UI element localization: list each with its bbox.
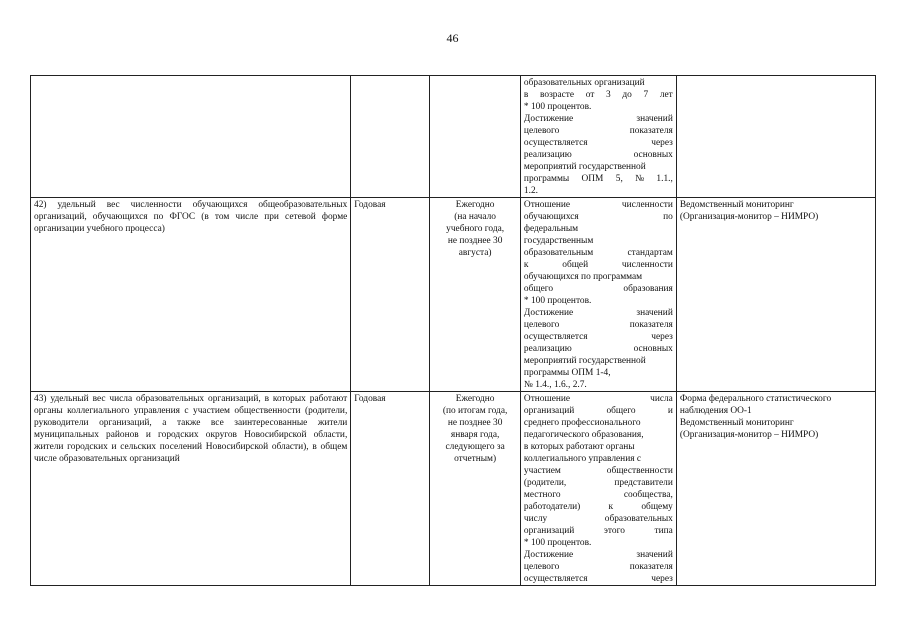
method-line: № 1.4., 1.6., 2.7.: [523, 380, 587, 390]
method-line: в которых работают органы: [523, 442, 635, 452]
method-line: в возрасте от 3 до 7 лет: [523, 90, 673, 100]
table-row: [31, 198, 876, 392]
method-line: (родители, представители: [523, 478, 673, 488]
method-line: осуществляется через: [523, 332, 673, 342]
deadline-line: следующего за: [445, 442, 505, 452]
deadline-cell: [430, 76, 521, 198]
method-line: организаций общего и: [523, 406, 673, 416]
method-line: к общей численности: [523, 260, 673, 270]
deadline-line: не позднее 30: [447, 418, 503, 428]
deadline-line: августа): [458, 248, 492, 258]
method-line: Достижение значений: [523, 114, 673, 124]
method-line: государственным: [523, 236, 594, 246]
deadline-line: (по итогам года,: [442, 406, 508, 416]
deadline-line: не позднее 30: [447, 236, 503, 246]
method-line: Отношение численности: [523, 200, 673, 210]
method-line: * 100 процентов.: [523, 102, 592, 112]
periodicity-cell: [351, 76, 430, 198]
method-line: образовательных организаций: [523, 78, 645, 88]
method-line: осуществляется через: [523, 138, 673, 148]
method-line: целевого показателя: [523, 562, 673, 572]
method-cell: [520, 392, 676, 586]
source-cell: [676, 392, 875, 586]
method-line: реализацию основных: [523, 344, 673, 354]
method-line: целевого показателя: [523, 320, 673, 330]
source-cell: [676, 198, 875, 392]
method-line: Достижение значений: [523, 550, 673, 560]
method-line: местного сообщества,: [523, 490, 673, 500]
method-line: Отношение числа: [523, 394, 673, 404]
deadline-line: отчетным): [454, 454, 497, 464]
table-row: [31, 392, 876, 586]
method-line: целевого показателя: [523, 126, 673, 136]
method-line: общего образования: [523, 284, 673, 294]
indicator-cell: [31, 76, 351, 198]
method-line: обучающихся по программам: [523, 272, 643, 282]
indicator-text: 42) удельный вес численности обучающихся общеобразовательных организаций, обучающихся по ФГОС (в том числе при сетевой форме организации учебного процесса): [34, 200, 348, 234]
method-line: федеральным: [523, 224, 579, 234]
indicators-table: [30, 75, 876, 586]
deadline-line: Ежегодно: [455, 394, 495, 404]
indicators-table-body: [31, 76, 876, 586]
deadline-line: января года,: [450, 430, 500, 440]
indicator-text: 43) удельный вес числа образовательных организаций, в которых работают органы коллегиального управления с участием общественности (родители, руководители организаций, а также все заинтересованные жители муниципальных районов и городских округов Новосибирской области, жители городских и сельских поселений Новосибирской области), в общем числе образовательных организаций: [34, 394, 348, 464]
method-cell: [520, 76, 676, 198]
deadline-cell: [430, 198, 521, 392]
method-line: * 100 процентов.: [523, 538, 592, 548]
deadline-cell: [430, 392, 521, 586]
method-cell: [520, 198, 676, 392]
method-line: работодатели) к общему: [523, 502, 673, 512]
method-line: программы ОПМ 5, № 1.1.,: [523, 174, 673, 184]
method-line: * 100 процентов.: [523, 296, 592, 306]
method-line: реализацию основных: [523, 150, 673, 160]
periodicity-cell: Годовая: [351, 392, 430, 586]
source-cell: [676, 76, 875, 198]
method-line: мероприятий государственной: [523, 356, 646, 366]
indicator-cell: [31, 198, 351, 392]
method-line: Достижение значений: [523, 308, 673, 318]
deadline-line: (на начало: [454, 212, 496, 222]
method-line: педагогического образования,: [523, 430, 644, 440]
indicator-cell: [31, 392, 351, 586]
source-line: Ведомственный мониторинг: [679, 200, 794, 210]
periodicity-cell: Годовая: [351, 198, 430, 392]
deadline-line: Ежегодно: [455, 200, 495, 210]
method-line: 1.2.: [523, 186, 538, 196]
method-line: среднего профессионального: [523, 418, 641, 428]
source-line: (Организация-монитор – НИМРО): [679, 212, 819, 222]
method-line: осуществляется через: [523, 574, 673, 584]
method-line: коллегиального управления с: [523, 454, 642, 464]
deadline-line: учебного года,: [446, 224, 505, 234]
method-line: мероприятий государственной: [523, 162, 646, 172]
method-line: образовательным стандартам: [523, 248, 673, 258]
method-line: программы ОПМ 1-4,: [523, 368, 611, 378]
method-line: организаций этого типа: [523, 526, 673, 536]
table-row: [31, 76, 876, 198]
method-line: участием общественности: [523, 466, 673, 476]
source-line: Ведомственный мониторинг: [679, 418, 794, 428]
method-line: обучающихся по: [523, 212, 673, 222]
method-line: числу образовательных: [523, 514, 673, 524]
source-line: наблюдения ОО-1: [679, 406, 752, 416]
source-line: (Организация-монитор – НИМРО): [679, 430, 819, 440]
page-number: 46: [446, 31, 459, 45]
source-line: Форма федерального статистического: [679, 394, 832, 404]
